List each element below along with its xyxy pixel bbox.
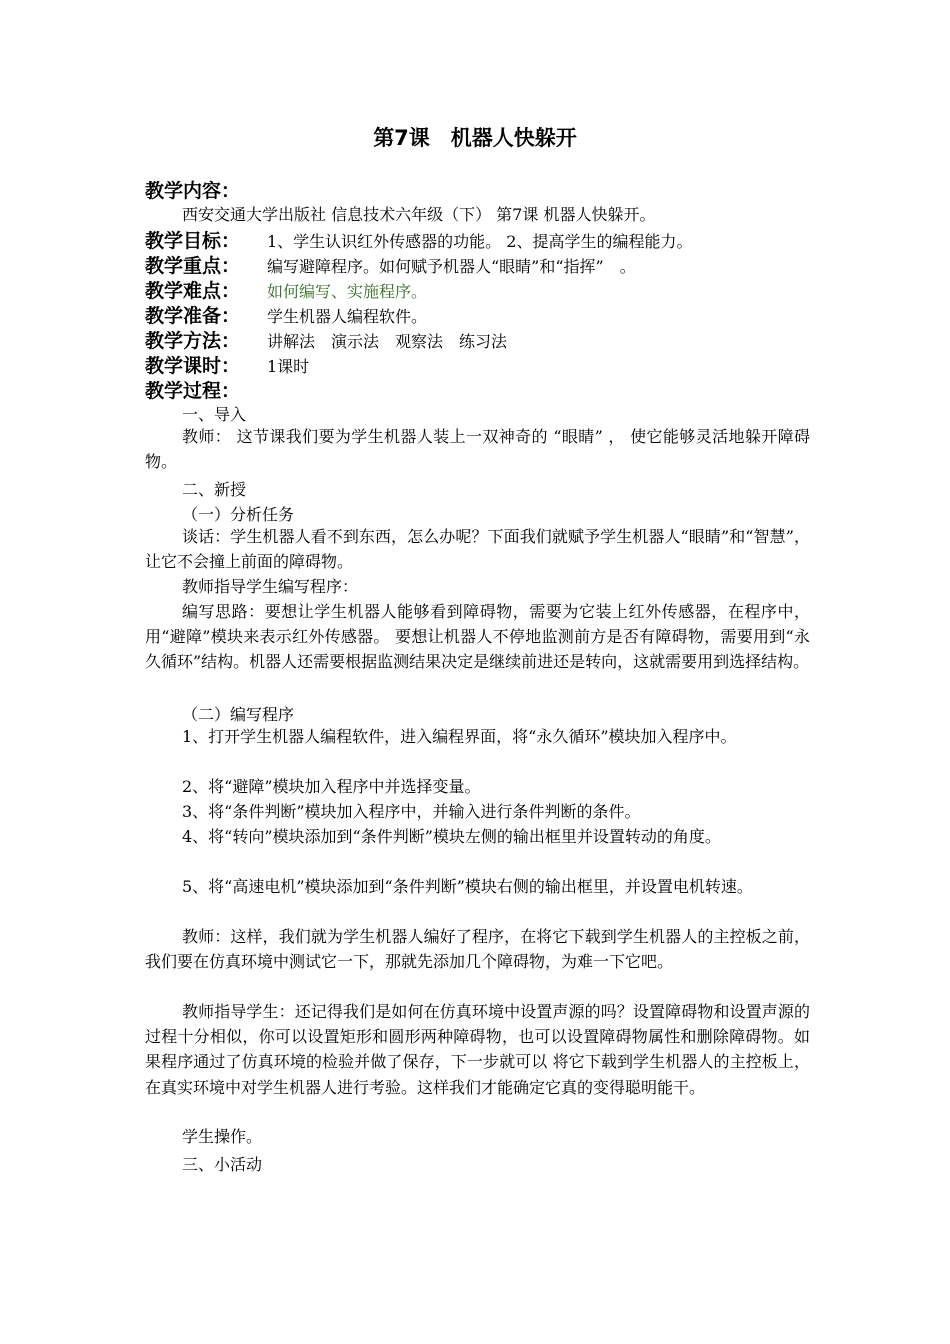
content-text: 西安交通大学出版社 信息技术六年级（下） 第7课 机器人快躲开。 bbox=[182, 205, 656, 224]
section-intro: 一、导入 bbox=[182, 405, 247, 424]
section-new: 二、新授 bbox=[182, 480, 247, 499]
section-activity: 三、小活动 bbox=[182, 1155, 263, 1174]
key-label: 教学重点： bbox=[145, 255, 241, 277]
step-1: 1、打开学生机器人编程软件，进入编程界面，将“永久循环”模块加入程序中。 bbox=[182, 727, 737, 746]
paragraph-practice: 学生操作。 bbox=[182, 1127, 263, 1146]
paragraph-guide: 教师指导学生编写程序： bbox=[182, 577, 359, 596]
step-4: 4、将“转向”模块添加到“条件判断”模块左侧的输出框里并设置转动的角度。 bbox=[182, 827, 721, 846]
hours-label: 教学课时： bbox=[145, 355, 241, 377]
method-label: 教学方法： bbox=[145, 330, 241, 352]
step-2: 2、将“避障”模块加入程序中并选择变量。 bbox=[182, 777, 481, 796]
lesson-title: 第7课 机器人快躲开 bbox=[373, 126, 577, 150]
difficulty-row bbox=[145, 276, 427, 303]
process-label: 教学过程： bbox=[145, 380, 241, 402]
paragraph-intro: 教师： 这节课我们要为学生机器人装上一双神奇的 “眼睛” ， 使它能够灵活地躲开障碍物。 bbox=[145, 427, 810, 472]
goal-label: 教学目标： bbox=[145, 230, 241, 252]
paragraph-test: 教师：这样，我们就为学生机器人编好了程序，在将它下载到学生机器人的主控板之前，我们要在仿真环境中测试它一下，那就先添加几个障碍物，为难一下它吧。 bbox=[145, 927, 810, 972]
process-row bbox=[145, 376, 267, 403]
content-heading-row bbox=[145, 176, 267, 203]
goal-row bbox=[145, 226, 692, 253]
method-row bbox=[145, 326, 507, 353]
step-3: 3、将“条件判断”模块加入程序中，并输入进行条件判断的条件。 bbox=[182, 802, 641, 821]
subsection-analyze: （一）分析任务 bbox=[182, 505, 295, 524]
paragraph-idea: 编写思路：要想让学生机器人能够看到障碍物，需要为它装上红外传感器，在程序中，用“避障”模块来表示红外传感器。 要想让机器人不停地监测前方是否有障碍物，需要用到“永久循环”结构。机器人还需要根据监测结果决定是继续前进还是转向，这就需要用到选择结构。 bbox=[145, 602, 810, 672]
method-value: 讲解法 演示法 观察法 练习法 bbox=[267, 332, 508, 351]
preparation-row bbox=[145, 301, 427, 328]
hours-row bbox=[145, 351, 309, 378]
paragraph-talk: 谈话：学生机器人看不到东西，怎么办呢？下面我们就赋予学生机器人“眼睛”和“智慧”，让它不会撞上前面的障碍物。 bbox=[145, 527, 810, 572]
key-row bbox=[145, 251, 636, 278]
preparation-value: 学生机器人编程软件。 bbox=[267, 307, 428, 326]
goal-value: 1、学生认识红外传感器的功能。 2、提高学生的编程能力。 bbox=[267, 232, 693, 251]
difficulty-value: 如何编写、实施程序。 bbox=[267, 282, 428, 301]
step-5: 5、将“高速电机”模块添加到“条件判断”模块右侧的输出框里，并设置电机转速。 bbox=[182, 877, 753, 896]
preparation-label: 教学准备： bbox=[145, 305, 241, 327]
difficulty-label: 教学难点： bbox=[145, 280, 241, 302]
paragraph-guide-2: 教师指导学生：还记得我们是如何在仿真环境中设置声源的吗？设置障碍物和设置声源的过程十分相似，你可以设置矩形和圆形两种障碍物，也可以设置障碍物属性和删除障碍物。如果程序通过了仿真环境的检验并做了保存，下一步就可以 将它下载到学生机器人的主控板上，在真实环境中对学生机器人进行考验。这样我们才能确定它真的变得聪明能干。 bbox=[145, 1002, 810, 1097]
subsection-write: （二）编写程序 bbox=[182, 705, 295, 724]
content-label: 教学内容： bbox=[145, 180, 241, 202]
hours-value: 1课时 bbox=[267, 357, 310, 376]
key-value: 编写避障程序。如何赋予机器人“眼睛”和“指挥” 。 bbox=[267, 257, 636, 276]
